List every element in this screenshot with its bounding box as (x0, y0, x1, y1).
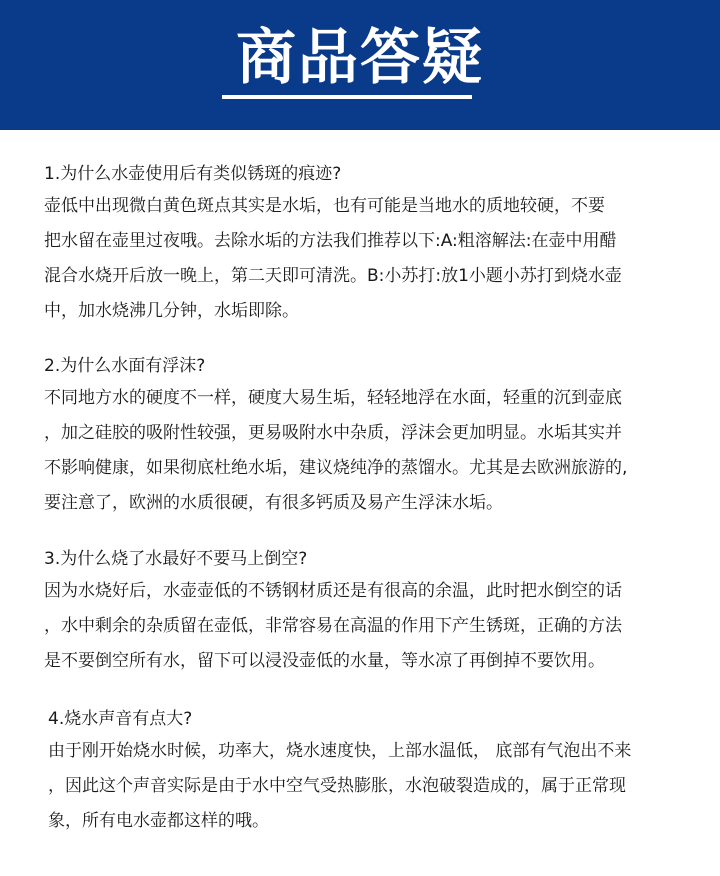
faq-question: 1.为什么水壶使用后有类似锈斑的痕迹? (44, 164, 342, 184)
faq-answer-line: 由于刚开始烧水时候，功率大，烧水速度快，上部水温低， 底部有气泡出不来 (48, 741, 632, 761)
faq-item-1 (44, 160, 694, 329)
faq-answer-line: 要注意了，欧洲的水质很硬，有很多钙质及易产生浮沫水垢。 (44, 493, 503, 513)
faq-answer-line: 中，加水烧沸几分钟，水垢即除。 (44, 301, 299, 321)
faq-question: 2.为什么水面有浮沫? (44, 356, 206, 376)
faq-answer-line: 是不要倒空所有水，留下可以浸没壶低的水量，等水凉了再倒掉不要饮用。 (44, 651, 605, 671)
faq-answer-line: 把水留在壶里过夜哦。去除水垢的方法我们推荐以下:A:粗溶解法:在壶中用醋 (44, 231, 617, 251)
faq-answer-line: 混合水烧开后放一晚上，第二天即可清洗。B:小苏打:放1小题小苏打到烧水壶 (44, 266, 622, 286)
faq-answer-line: 不影响健康，如果彻底杜绝水垢，建议烧纯净的蒸馏水。尤其是去欧洲旅游的, (44, 458, 628, 478)
header-banner (0, 0, 720, 130)
faq-answer-line: 壶低中出现微白黄色斑点其实是水垢，也有可能是当地水的质地较硬，不要 (44, 196, 605, 216)
faq-item-3 (44, 545, 694, 679)
faq-answer-line: 不同地方水的硬度不一样，硬度大易生垢，轻轻地浮在水面，轻重的沉到壶底 (44, 388, 622, 408)
faq-answer-line: ，水中剩余的杂质留在壶低，非常容易在高温的作用下产生锈斑，正确的方法 (44, 616, 622, 636)
faq-item-2 (44, 352, 694, 521)
faq-item-4 (48, 705, 698, 839)
faq-answer-line: 象，所有电水壶都这样的哦。 (48, 811, 269, 831)
faq-answer-line: ，加之硅胶的吸附性较强，更易吸附水中杂质，浮沫会更加明显。水垢其实并 (44, 423, 622, 443)
page-title: 商品答疑 (236, 23, 484, 93)
faq-answer-line: ，因此这个声音实际是由于水中空气受热膨胀，水泡破裂造成的，属于正常现 (48, 776, 626, 796)
faq-question: 4.烧水声音有点大? (48, 709, 193, 729)
title-underline (222, 95, 472, 99)
faq-question: 3.为什么烧了水最好不要马上倒空? (44, 549, 308, 569)
faq-answer-line: 因为水烧好后，水壶壶低的不锈钢材质还是有很高的余温，此时把水倒空的话 (44, 581, 622, 601)
